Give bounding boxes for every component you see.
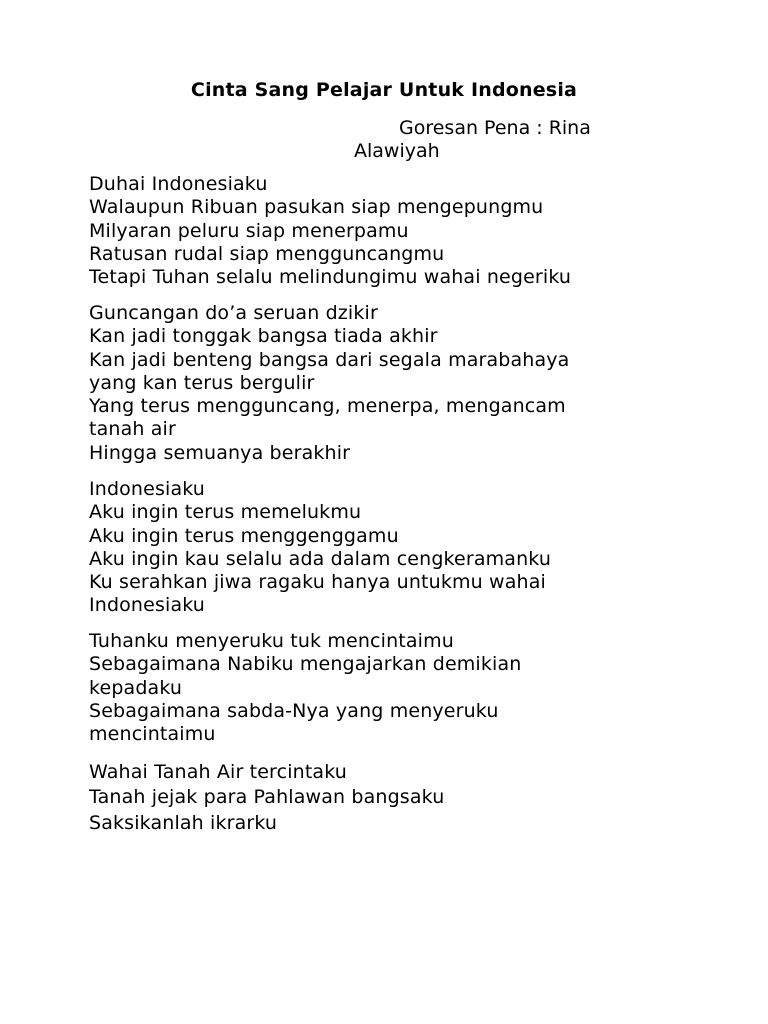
poem-line: yang kan terus bergulir [89, 371, 315, 394]
poem-line: Aku ingin kau selalu ada dalam cengkeramanku [89, 547, 552, 570]
stanza-2 [89, 302, 689, 465]
poem-line: Hingga semuanya berakhir [89, 441, 351, 464]
poem-line: Tanah jejak para Pahlawan bangsaku [89, 786, 445, 809]
poem-line: Saksikanlah ikrarku [89, 811, 278, 834]
poem-line: Aku ingin terus menggenggamu [89, 524, 399, 547]
poem-line: Yang terus mengguncang, menerpa, mengancam [89, 395, 566, 418]
poem-line: Tuhanku menyeruku tuk mencintaimu [89, 630, 454, 652]
poem-line: Duhai Indonesiaku [89, 173, 268, 195]
poem-line: mencintaimu [89, 723, 216, 746]
stanza-5 [89, 761, 689, 835]
poem-line: Sebagaimana Nabiku mengajarkan demikian [89, 653, 522, 676]
stanza-1 [89, 173, 689, 289]
poem-line: Wahai Tanah Air tercintaku [89, 761, 347, 783]
poem-line: Tetapi Tuhan selalu melindungimu wahai negeriku [89, 266, 572, 289]
poem-line: Ratusan rudal siap mengguncangmu [89, 242, 445, 265]
poem-line: Kan jadi tonggak bangsa tiada akhir [89, 325, 438, 348]
poem-title: Cinta Sang Pelajar Untuk Indonesia [190, 79, 578, 101]
poem-line: tanah air [89, 418, 176, 441]
poem-line: Indonesiaku [89, 478, 205, 500]
poem-line: Walaupun Ribuan pasukan siap mengepungmu [89, 196, 544, 219]
stanza-3 [89, 478, 689, 618]
poem-line: Aku ingin terus memelukmu [89, 501, 362, 524]
poem-line: Indonesiaku [89, 594, 205, 617]
poem-line: kepadaku [89, 676, 183, 699]
poem-line: Sebagaimana sabda-Nya yang menyeruku [89, 699, 499, 722]
poem-author: Goresan Pena : Rina Alawiyah [354, 117, 591, 162]
poem-line: Ku serahkan jiwa ragaku hanya untukmu wahai [89, 571, 546, 594]
poem-line: Kan jadi benteng bangsa dari segala marabahaya [89, 348, 570, 371]
stanza-4 [89, 630, 689, 746]
poem-line: Milyaran peluru siap menerpamu [89, 219, 409, 242]
poem-line: Guncangan do’a seruan dzikir [89, 302, 378, 324]
